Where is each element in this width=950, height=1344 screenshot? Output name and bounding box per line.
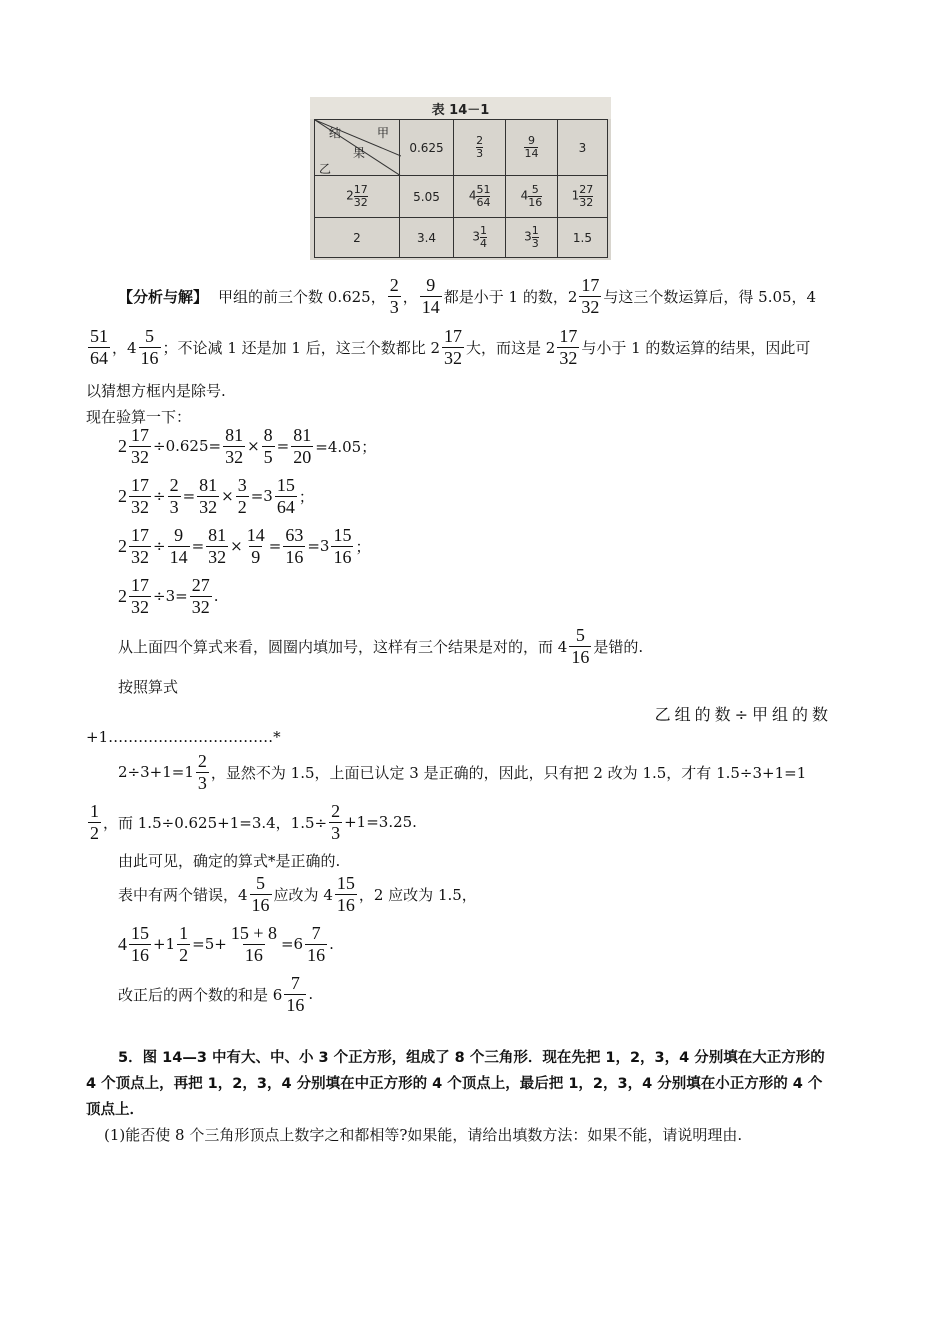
formula-intro: 按照算式 (118, 678, 179, 696)
cell-r1-c4: 1 $\frac{27}{32}$ (557, 176, 607, 218)
question-5-line-3: 顶点上． (86, 1102, 144, 1118)
cell-r2-c4: 1.5 (557, 218, 607, 258)
equation-2: 2 $\frac{17}{32}$ ÷ $\frac{2}{3}$ = $\frac{81}{32}$ × $\frac{3}{2}$ =3 $\frac{15}{64}$ ； (118, 475, 314, 517)
analysis-label: 【分析与解】 (118, 287, 209, 306)
cell-r0-c2: $\frac{2}{3}$ (454, 120, 506, 176)
equation-3: 2 $\frac{17}{32}$ ÷ $\frac{9}{14}$ = $\frac{81}{32}$ × $\frac{14}{9}$ = $\frac{63}{16}$ =3 $\frac{15}{16}$ ； (118, 525, 371, 567)
cell-r2-c1: 3.4 (399, 218, 453, 258)
question-5-part-1: (1)能否使 8 个三角形顶点上数字之和都相等?如果能，请给出填数方法：如果不能，请说明理由. (104, 1126, 743, 1144)
analysis-line-1: 【分析与解】 甲组的前三个数 0.625， $\frac{2}{3}$ ， $\frac{9}{14}$ 都是小于 1 的数，2 $\frac{17}{32}$ 与这三个数运算后，得 5.05，4 (118, 275, 817, 317)
cell-r0-c4: 3 (557, 120, 607, 176)
cell-r2-c2: 3 $\frac{1}{4}$ (454, 218, 506, 258)
cell-r1-c1: 5.05 (399, 176, 453, 218)
fraction-17-32: $\frac{17}{32}$ (559, 326, 578, 368)
conclusion-line: 从上面四个算式来看，圆圈内填加号，这样有三个结果是对的，而 4 $\frac{5}{16}$ 是错的. (118, 625, 644, 667)
formula-right: 乙组的数÷甲组的数 (654, 705, 832, 724)
table-caption: 表 14－1 (431, 103, 490, 118)
cell-r1-c3: 4 $\frac{5}{16}$ (506, 176, 558, 218)
cell-r1-head: 2 $\frac{17}{32}$ (315, 176, 400, 218)
corner-jia: 甲 (377, 126, 390, 140)
sum-equation: 4 $\frac{15}{16}$ +1 $\frac{1}{2}$ =5+ $\frac{15 + 8}{16}$ =6 $\frac{7}{16}$ . (118, 923, 334, 965)
corner-jie: 结 (329, 126, 342, 140)
analysis-line-3: 以猜想方框内是除号. (86, 382, 226, 400)
question-5-line-2: 4 个顶点上，再把 1，2，3，4 分别填在中正方形的 4 个顶点上，最后把 1，2，3，4 分别填在小正方形的 4 个 (86, 1076, 823, 1092)
data-table (314, 119, 608, 258)
fraction-51-64: $\frac{51}{64}$ (90, 326, 108, 368)
corner-cell (315, 120, 400, 176)
verify-line-1: 2÷3+1=1 $\frac{2}{3}$ ，显然不为 1.5，上面已认定 3 是正确的，因此，只有把 2 改为 1.5，才有 1.5÷3+1=1 (118, 751, 807, 793)
fraction-17-32: $\frac{17}{32}$ (581, 275, 600, 317)
analysis-line-2: $\frac{51}{64}$ ，4 $\frac{5}{16}$ ；不论减 1 还是加 1 后，这三个数都比 2 $\frac{17}{32}$ 大，而这是 2 $\frac{17}{32}$ 与小于 1 的数运算的结果，因此可 (90, 326, 811, 368)
fraction-5-16: $\frac{5}{16}$ (140, 326, 159, 368)
fraction-2-3: $\frac{2}{3}$ (389, 275, 399, 317)
cell-r0-c3: $\frac{9}{14}$ (506, 120, 558, 176)
cell-r2-head: 2 (315, 218, 400, 258)
cell-r2-c3: 3 $\frac{1}{3}$ (506, 218, 558, 258)
fraction-9-14: $\frac{9}{14}$ (421, 275, 440, 317)
question-5-line-1: 5．图 14—3 中有大、中、小 3 个正方形，组成了 8 个三角形．现在先把 1，2，3，4 分别填在大正方形的 (118, 1050, 825, 1066)
cell-r0-c1: 0.625 (399, 120, 453, 176)
formula-left: +1……………………………* (86, 728, 281, 746)
verify-conclusion: 由此可见，确定的算式*是正确的. (118, 852, 341, 870)
final-sum-line: 改正后的两个数的和是 6 $\frac{7}{16}$ . (118, 973, 314, 1015)
equation-1: 2 $\frac{17}{32}$ ÷0.625= $\frac{81}{32}$ × $\frac{8}{5}$ = $\frac{81}{20}$ =4.05； (118, 425, 377, 467)
verify-line-2: $\frac{1}{2}$ ，而 1.5÷0.625+1=3.4，1.5÷ $\frac{2}{3}$ +1=3.25. (90, 801, 417, 843)
table-14-1-image (310, 97, 611, 260)
check-intro: 现在验算一下： (86, 408, 192, 426)
equation-4: 2 $\frac{17}{32}$ ÷3= $\frac{27}{32}$ . (118, 575, 219, 617)
cell-r1-c2: 4 $\frac{51}{64}$ (454, 176, 506, 218)
errors-line: 表中有两个错误，4 $\frac{5}{16}$ 应改为 4 $\frac{15}{16}$ ，2 应改为 1.5， (118, 873, 477, 915)
corner-guo: 果 (353, 146, 366, 160)
corner-yi: 乙 (319, 162, 332, 176)
fraction-17-32: $\frac{17}{32}$ (444, 326, 463, 368)
